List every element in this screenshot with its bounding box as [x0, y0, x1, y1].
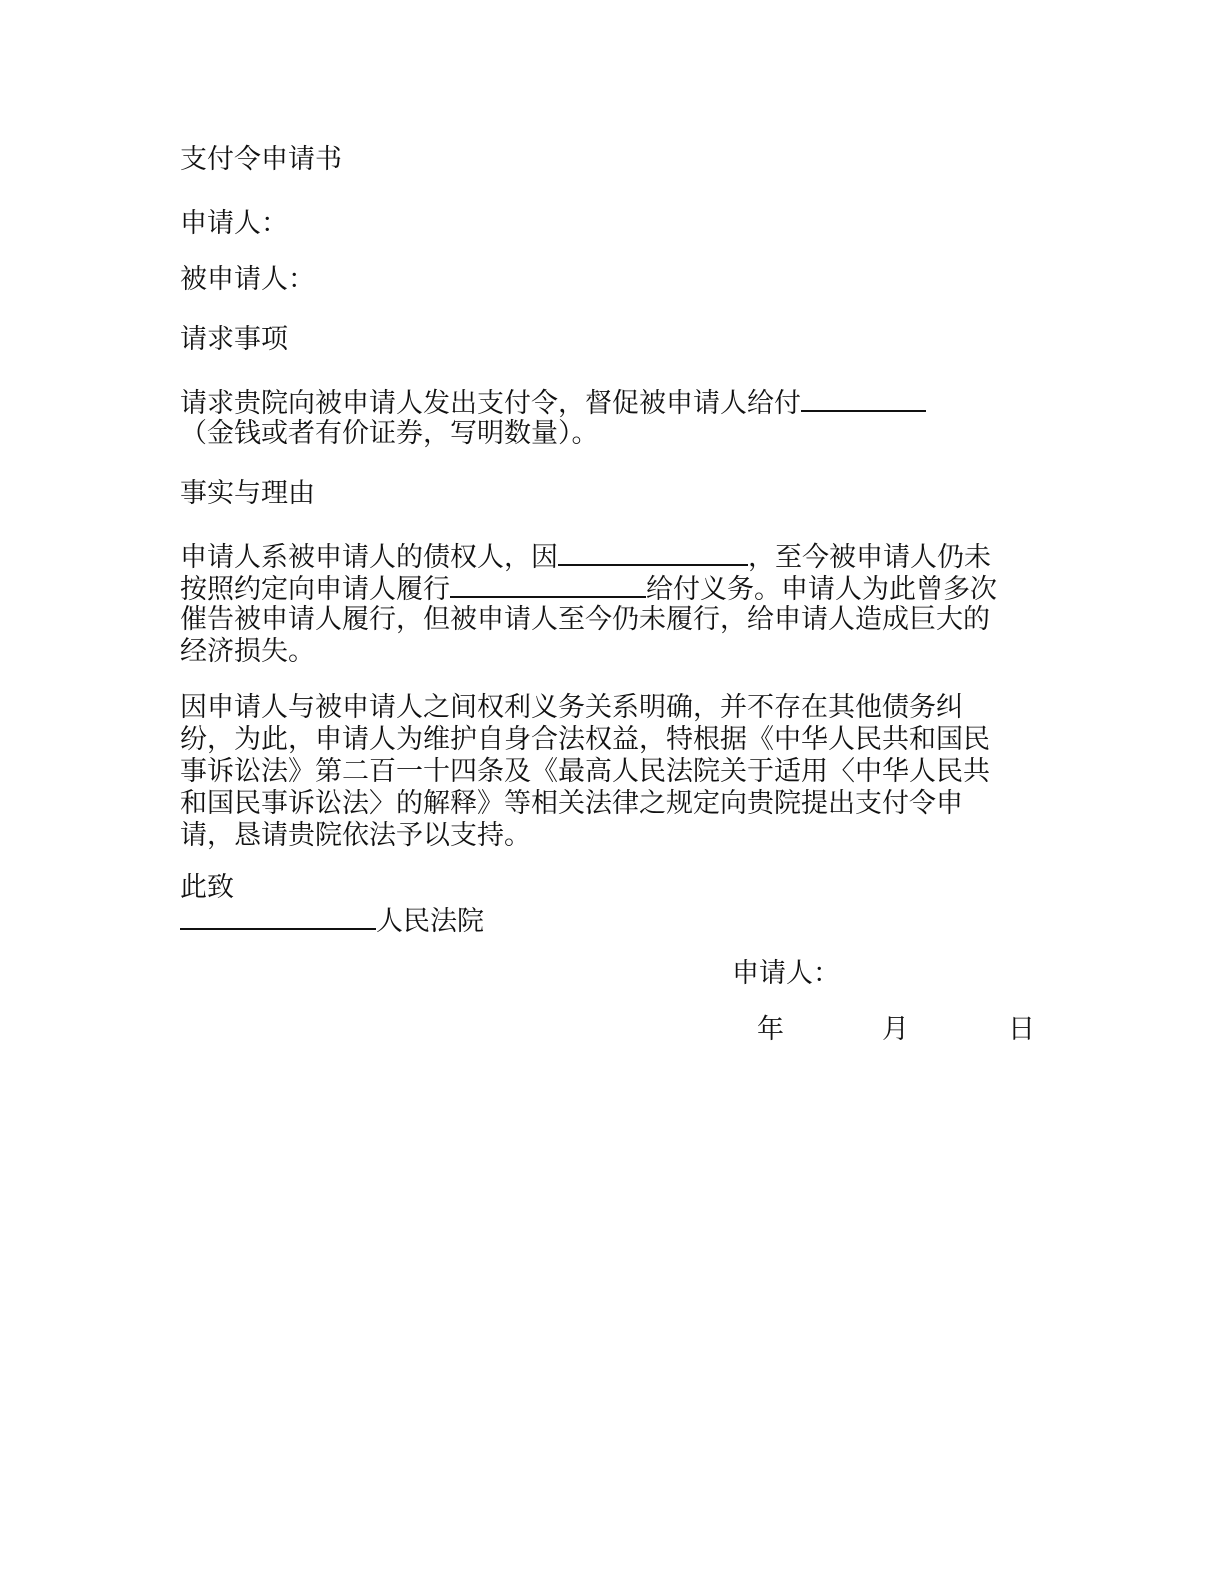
- facts-line-3: 催告被申请人履行，但被申请人至今仍未履行，给申请人造成巨大的: [180, 604, 990, 635]
- document-title: 支付令申请书: [180, 144, 342, 175]
- facts-text-1a: 申请人系被申请人的债权人，因: [180, 542, 558, 573]
- facts-text-2a: 按照约定向申请人履行: [180, 574, 450, 605]
- facts-line-4: 经济损失。: [180, 636, 315, 667]
- legal-basis-line-4: 和国民事诉讼法〉的解释》等相关法律之规定向贵院提出支付令申: [180, 788, 963, 819]
- facts-line-2: [180, 572, 997, 606]
- amount-blank[interactable]: [801, 386, 926, 412]
- legal-basis-line-5: 请，恳请贵院依法予以支持。: [180, 820, 531, 851]
- legal-basis-line-1: 因申请人与被申请人之间权利义务关系明确，并不存在其他债务纠: [180, 692, 963, 723]
- respondent-label: 被申请人：: [180, 264, 315, 295]
- request-line-2: （金钱或者有价证券，写明数量）。: [180, 418, 599, 449]
- legal-basis-line-2: 纷，为此，申请人为维护自身合法权益，特根据《中华人民共和国民: [180, 724, 990, 755]
- court-line: [180, 904, 484, 938]
- court-name-blank[interactable]: [180, 904, 376, 930]
- request-text-1: 请求贵院向被申请人发出支付令，督促被申请人给付: [180, 388, 801, 419]
- date-month: 月: [882, 1014, 909, 1045]
- applicant-label: 申请人：: [180, 208, 288, 239]
- court-suffix: 人民法院: [376, 906, 484, 937]
- date-year: 年: [757, 1014, 784, 1045]
- requests-heading: 请求事项: [180, 324, 288, 355]
- signature-applicant-label: 申请人：: [732, 958, 840, 989]
- salutation: 此致: [180, 872, 234, 903]
- date-day: 日: [1008, 1014, 1035, 1045]
- obligation-blank[interactable]: [450, 572, 646, 598]
- facts-text-1b: ，至今被申请人仍未: [748, 542, 991, 573]
- facts-text-2b: 给付义务。申请人为此曾多次: [646, 574, 997, 605]
- facts-heading: 事实与理由: [180, 478, 315, 509]
- legal-basis-line-3: 事诉讼法》第二百一十四条及《最高人民法院关于适用〈中华人民共: [180, 756, 990, 787]
- reason-blank[interactable]: [558, 540, 748, 566]
- request-line-1: [180, 386, 926, 420]
- facts-line-1: [180, 540, 991, 574]
